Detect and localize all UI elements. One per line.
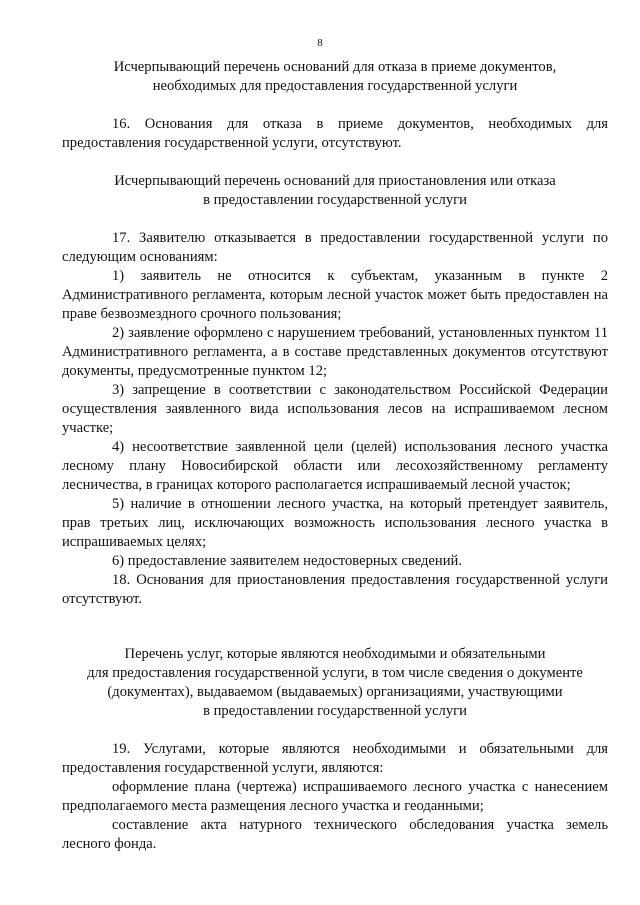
paragraph-16: 16. Основания для отказа в приеме документов, необходимых для предоставления государственной услуги, отсутствуют. bbox=[62, 116, 608, 151]
heading-refusal-acceptance bbox=[62, 58, 608, 96]
heading-line: необходимых для предоставления государственной услуги bbox=[152, 78, 518, 94]
heading-line: Исчерпывающий перечень оснований для отказа в приеме документов, bbox=[113, 59, 557, 75]
heading-line: (документах), выдаваемом (выдаваемых) организациями, участвующими bbox=[107, 684, 563, 700]
heading-line: Исчерпывающий перечень оснований для приостановления или отказа bbox=[114, 173, 556, 189]
paragraph-17-item-5: 5) наличие в отношении лесного участка, на который претендует заявитель, прав третьих лиц, исключающих возможность использования лесного участка в испрашиваемых целях; bbox=[62, 496, 608, 550]
paragraph-17-item-3: 3) запрещение в соответствии с законодательством Российской Федерации осуществления заявленного вида использования лесов на испрашиваемом лесном участке; bbox=[62, 382, 608, 436]
heading-line: в предоставлении государственной услуги bbox=[203, 192, 467, 208]
paragraph-17-item-2: 2) заявление оформлено с нарушением требований, установленных пунктом 11 Административного регламента, а в составе представленных документов отсутствуют документы, предусмотренные пунктом 12; bbox=[62, 325, 608, 379]
paragraph-19-item-1: оформление плана (чертежа) испрашиваемого лесного участка с нанесением предполагаемого места размещения лесного участка и геоданными; bbox=[62, 779, 608, 814]
paragraph-17-item-6: 6) предоставление заявителем недостоверных сведений. bbox=[112, 553, 462, 569]
heading-line: для предоставления государственной услуги, в том числе сведения о документе bbox=[87, 665, 583, 681]
paragraph-19: 19. Услугами, которые являются необходимыми и обязательными для предоставления государственной услуги, являются: bbox=[62, 741, 608, 776]
paragraph-17: 17. Заявителю отказывается в предоставлении государственной услуги по следующим основаниям: bbox=[62, 230, 608, 265]
paragraph-18: 18. Основания для приостановления предоставления государственной услуги отсутствуют. bbox=[62, 572, 608, 607]
document-body bbox=[62, 58, 608, 854]
heading-line: Перечень услуг, которые являются необходимыми и обязательными bbox=[124, 646, 546, 662]
paragraph-19-item-2: составление акта натурного технического обследования участка земель лесного фонда. bbox=[62, 817, 608, 852]
heading-suspension bbox=[62, 172, 608, 210]
paragraph-17-item-1: 1) заявитель не относится к субъектам, указанным в пункте 2 Административного регламента, которым лесной участок может быть предоставлен на праве безвозмездного срочного пользования; bbox=[62, 268, 608, 322]
heading-services bbox=[62, 645, 608, 721]
page-number: 8 bbox=[317, 37, 323, 49]
heading-line: в предоставлении государственной услуги bbox=[203, 703, 467, 719]
paragraph-17-item-4: 4) несоответствие заявленной цели (целей) использования лесного участка лесному плану Новосибирской области или лесохозяйственному регламенту лесничества, в границах которого располагается испрашиваемый лесной участок; bbox=[62, 439, 608, 493]
